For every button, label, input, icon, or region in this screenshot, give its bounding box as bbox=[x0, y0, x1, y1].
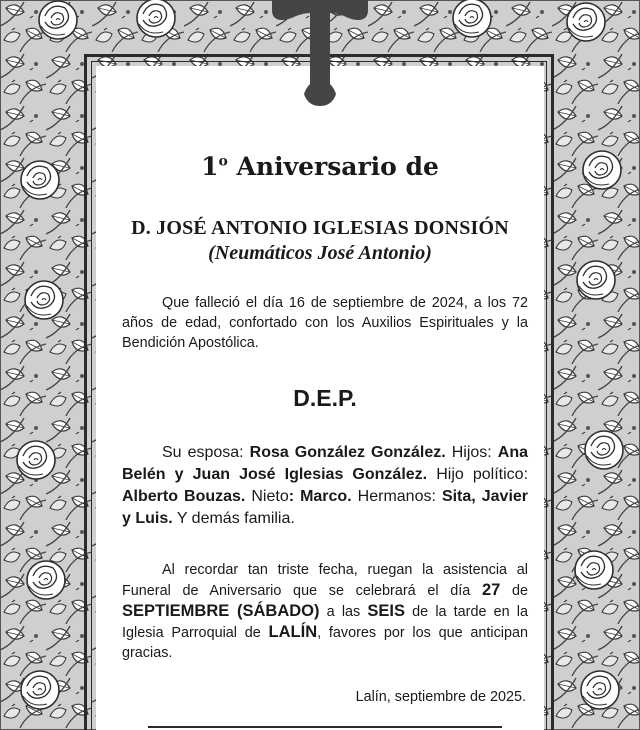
deceased-alias: (Neumáticos José Antonio) bbox=[208, 242, 432, 264]
place-date-signature: Lalín, septiembre de 2025. bbox=[355, 689, 526, 705]
page-title: 1$^o$ Aniversario de bbox=[201, 152, 439, 181]
funeral-paragraph: Al recordar tan triste fecha, ruegan la asistencia al Funeral de Aniversario que se celebrará el día 27 de SEPTIEMBRE (SÁBADO) a las SEIS de la tarde en la Iglesia Parroquial de LALÍN, favores por los que anticipan gracias. bbox=[122, 562, 528, 661]
dep-heading: D.E.P. bbox=[293, 385, 357, 411]
family-paragraph: Su esposa: Rosa González González. Hijos: Ana Belén y Juan José Iglesias González. Hijo político: Alberto Bouzas. Nieto: Marco. Hermanos: Sita, Javier y Luis. Y demás familia. bbox=[122, 444, 529, 527]
cross-icon bbox=[272, 0, 368, 106]
deceased-name: D. JOSÉ ANTONIO IGLESIAS DONSIÓN bbox=[131, 217, 509, 239]
bottom-divider bbox=[148, 726, 502, 728]
death-notice-paragraph: Que falleció el día 16 de septiembre de 2024, a los 72 años de edad, confortado con los Auxilios Espirituales y la Bendición Apostólica. bbox=[122, 295, 528, 351]
